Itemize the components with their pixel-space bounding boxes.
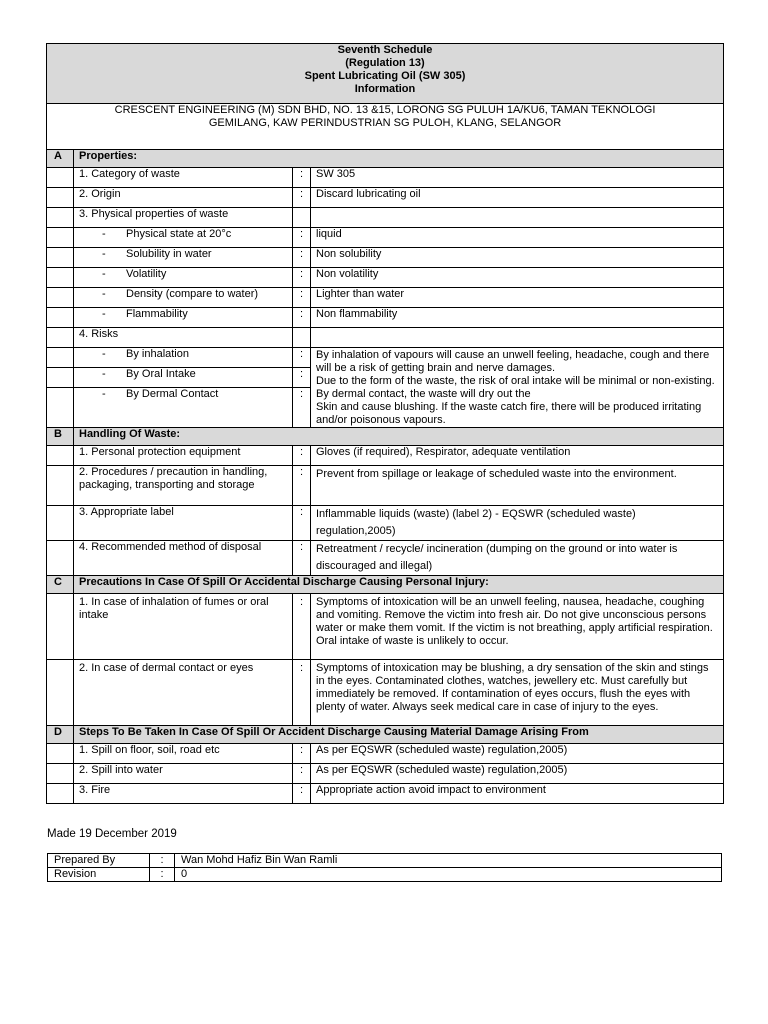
row-value: Retreatment / recycle/ incineration (dumping on the ground or into water is discouraged and illegal) — [311, 541, 724, 576]
section-letter: B — [47, 428, 74, 446]
row-label: 2. Spill into water — [74, 764, 293, 784]
row-label: 1. In case of inhalation of fumes or oral intake — [74, 594, 293, 660]
row-value: Symptoms of intoxication may be blushing, a dry sensation of the skin and stings in the eyes. Contaminated clothes, watches, jewellery etc. Must carefully but immediately be removed. If contamination of eyes occurs, flush the eyes with plenty of water. Always seek medical care in case of injury to the eyes. — [311, 660, 724, 726]
table-row — [47, 594, 724, 660]
row-label: 3. Appropriate label — [74, 506, 293, 541]
row-label: Physical state at 20°c — [126, 228, 232, 240]
section-c-heading — [47, 576, 724, 594]
table-row — [48, 868, 722, 882]
colon: : — [293, 506, 311, 541]
prepared-by-label: Prepared By — [48, 854, 150, 868]
colon: : — [293, 388, 311, 428]
table-row — [47, 308, 724, 328]
table-row — [47, 506, 724, 541]
bullet-dash: - — [102, 348, 106, 360]
table-row — [47, 348, 724, 368]
table-row — [47, 744, 724, 764]
section-a-heading — [47, 150, 724, 168]
colon: : — [293, 188, 311, 208]
bullet-dash: - — [102, 308, 106, 320]
table-row — [47, 466, 724, 506]
colon: : — [150, 868, 175, 882]
colon: : — [293, 660, 311, 726]
table-row — [47, 168, 724, 188]
table-row — [47, 541, 724, 576]
colon: : — [293, 446, 311, 466]
colon: : — [293, 764, 311, 784]
colon: : — [293, 594, 311, 660]
colon: : — [293, 308, 311, 328]
row-label: Flammability — [126, 308, 188, 320]
row-label: Solubility in water — [126, 248, 212, 260]
row-label: 3. Fire — [74, 784, 293, 804]
header-regulation: (Regulation 13) — [345, 57, 425, 69]
table-row — [47, 208, 724, 228]
row-value: Gloves (if required), Respirator, adequate ventilation — [311, 446, 724, 466]
colon: : — [293, 228, 311, 248]
bullet-dash: - — [102, 248, 106, 260]
row-label: 3. Physical properties of waste — [74, 208, 293, 228]
company-row — [47, 104, 724, 150]
row-value: Non volatility — [311, 268, 724, 288]
row-value: Prevent from spillage or leakage of scheduled waste into the environment. — [311, 466, 724, 506]
table-row — [47, 446, 724, 466]
section-letter: D — [47, 726, 74, 744]
row-value: As per EQSWR (scheduled waste) regulation,2005) — [311, 744, 724, 764]
row-label: 4. Recommended method of disposal — [74, 541, 293, 576]
bullet-dash: - — [102, 268, 106, 280]
section-letter: C — [47, 576, 74, 594]
row-label: Volatility — [126, 268, 167, 280]
row-label: 1. Spill on floor, soil, road etc — [74, 744, 293, 764]
company-address-line1: CRESCENT ENGINEERING (M) SDN BHD, NO. 13 &15, LORONG SG PULUH 1A/KU6, TAMAN TEKNOLOGI — [114, 104, 656, 116]
company-address-line2: GEMILANG, KAW PERINDUSTRIAN SG PULOH, KLANG, SELANGOR — [208, 117, 562, 129]
row-label: 2. In case of dermal contact or eyes — [74, 660, 293, 726]
row-value: liquid — [311, 228, 724, 248]
revision-label: Revision — [48, 868, 150, 882]
row-value: Discard lubricating oil — [311, 188, 724, 208]
risks-description — [311, 348, 724, 428]
row-label: By Dermal Contact — [126, 388, 219, 400]
header-waste-name: Spent Lubricating Oil (SW 305) — [304, 70, 466, 82]
row-value: Symptoms of intoxication will be an unwell feeling, nausea, headache, coughing and vomiting. Remove the victim into fresh air. Do not give unconscious persons water or make them vomit. If the victim is not breathing, apply artificial respiration. Oral intake of waste is unlikely to occur. — [311, 594, 724, 660]
row-label: Density (compare to water) — [126, 288, 259, 300]
section-title: Properties: — [74, 150, 724, 168]
row-label: 2. Origin — [74, 188, 293, 208]
bullet-dash: - — [102, 368, 106, 380]
row-label: 1. Personal protection equipment — [74, 446, 293, 466]
table-row — [47, 328, 724, 348]
row-value: Non solubility — [311, 248, 724, 268]
table-row — [47, 288, 724, 308]
table-row — [48, 854, 722, 868]
colon: : — [293, 541, 311, 576]
bullet-dash: - — [102, 288, 106, 300]
colon: : — [293, 168, 311, 188]
prepared-by-value: Wan Mohd Hafiz Bin Wan Ramli — [175, 854, 722, 868]
schedule-header — [47, 44, 724, 104]
table-row — [47, 764, 724, 784]
row-value: Appropriate action avoid impact to environment — [311, 784, 724, 804]
risks-text: Skin and cause blushing. If the waste catch fire, there will be produced irritating and/or poisonous vapours. — [316, 401, 702, 426]
row-label: 4. Risks — [74, 328, 293, 348]
colon: : — [293, 466, 311, 506]
table-row — [47, 248, 724, 268]
section-title: Steps To Be Taken In Case Of Spill Or Accident Discharge Causing Material Damage Arising From — [74, 726, 724, 744]
schedule-table — [46, 43, 724, 804]
bullet-dash: - — [102, 388, 106, 400]
table-row — [47, 188, 724, 208]
row-value: As per EQSWR (scheduled waste) regulation,2005) — [311, 764, 724, 784]
section-letter: A — [47, 150, 74, 168]
colon: : — [293, 348, 311, 368]
colon: : — [150, 854, 175, 868]
revision-value: 0 — [175, 868, 722, 882]
row-label: 1. Category of waste — [74, 168, 293, 188]
table-row — [47, 784, 724, 804]
bullet-dash: - — [102, 228, 106, 240]
row-value: Non flammability — [311, 308, 724, 328]
colon: : — [293, 784, 311, 804]
colon: : — [293, 368, 311, 388]
made-date: Made 19 December 2019 — [47, 828, 177, 840]
table-row — [47, 660, 724, 726]
section-title: Precautions In Case Of Spill Or Accidental Discharge Causing Personal Injury: — [74, 576, 724, 594]
header-title: Seventh Schedule — [337, 44, 433, 56]
colon: : — [293, 268, 311, 288]
row-label: 2. Procedures / precaution in handling, packaging, transporting and storage — [74, 466, 293, 506]
row-value: SW 305 — [311, 168, 724, 188]
section-title: Handling Of Waste: — [74, 428, 724, 446]
row-label: By inhalation — [126, 348, 189, 360]
table-row — [47, 228, 724, 248]
row-value: Lighter than water — [311, 288, 724, 308]
row-label: By Oral Intake — [126, 368, 196, 380]
table-row — [47, 268, 724, 288]
header-information: Information — [354, 83, 416, 95]
colon: : — [293, 288, 311, 308]
footer-table — [47, 853, 722, 882]
row-value: Inflammable liquids (waste) (label 2) - EQSWR (scheduled waste) regulation,2005) — [311, 506, 724, 541]
colon: : — [293, 744, 311, 764]
section-d-heading — [47, 726, 724, 744]
risks-text: By inhalation of vapours will cause an unwell feeling, headache, cough and there will be a risk of getting brain and nerve damages. — [316, 349, 710, 374]
colon: : — [293, 248, 311, 268]
section-b-heading — [47, 428, 724, 446]
risks-text: Due to the form of the waste, the risk of oral intake will be minimal or non-existing. By dermal contact, the waste will dry out the — [316, 375, 715, 400]
